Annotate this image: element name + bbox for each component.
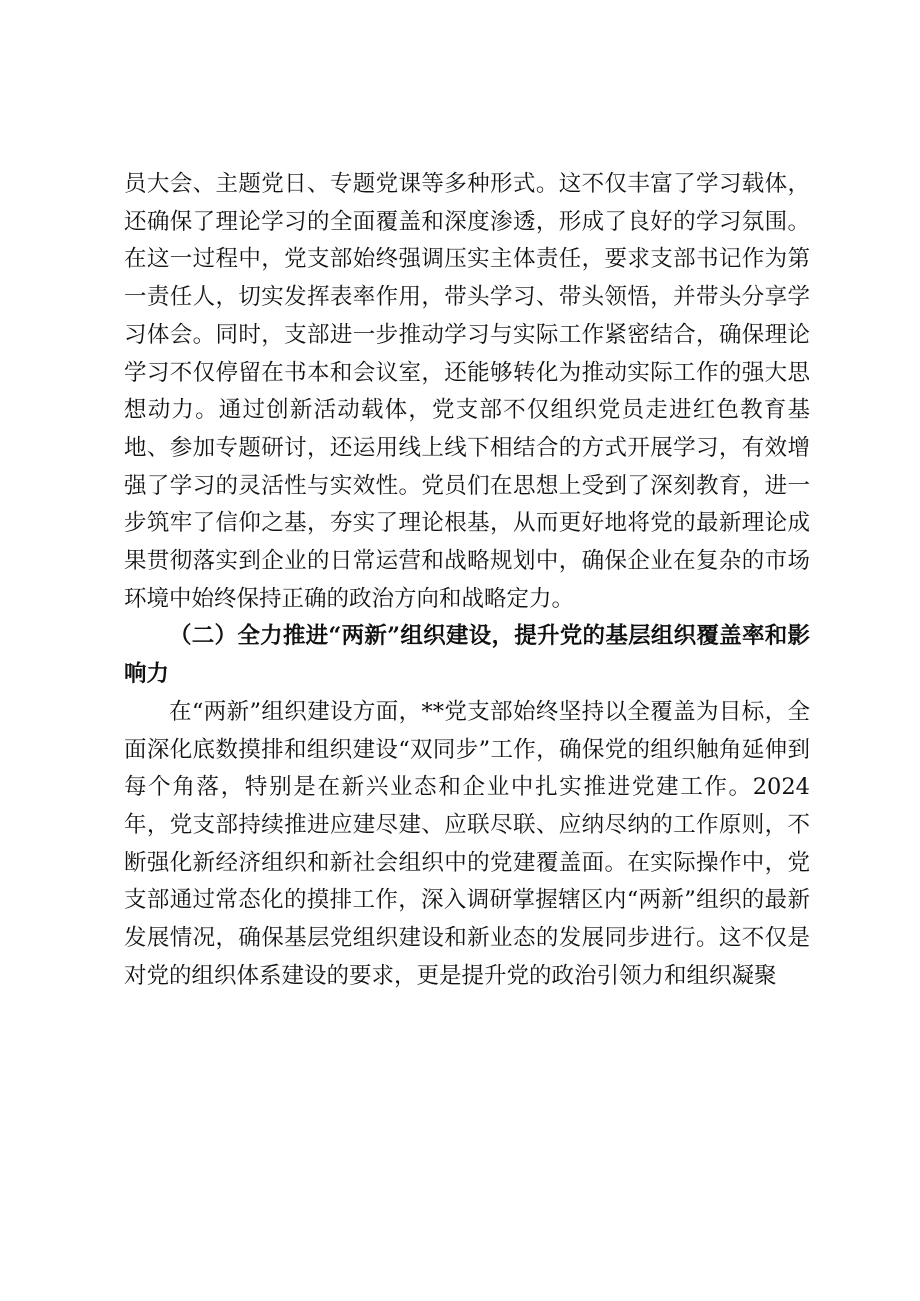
section-heading: （二）全力推进“两新”组织建设，提升党的基层组织覆盖率和影响力 [124,623,810,688]
document-body [124,166,810,995]
body-paragraph-continued: 员大会、主题党日、专题党课等多种形式。这不仅丰富了学习载体，还确保了理论学习的全面覆盖和深度渗透，形成了良好的学习氛围。在这一过程中，党支部始终强调压实主体责任，要求支部书记作为第一责任人，切实发挥表率作用，带头学习、带头领悟，并带头分享学习体会。同时，支部进一步推动学习与实际工作紧密结合，确保理论学习不仅停留在书本和会议室，还能够转化为推动实际工作的强大思想动力。通过创新活动载体，党支部不仅组织党员走进红色教育基地、参加专题研讨，还运用线上线下相结合的方式开展学习，有效增强了学习的灵活性与实效性。党员们在思想上受到了深刻教育，进一步筑牢了信仰之基，夯实了理论根基，从而更好地将党的最新理论成果贯彻落实到企业的日常运营和战略规划中，确保企业在复杂的市场环境中始终保持正确的政治方向和战略定力。 [124,171,810,612]
body-paragraph-section: 在“两新”组织建设方面，**党支部始终坚持以全覆盖为目标，全面深化底数摸排和组织建设“双同步”工作，确保党的组织触角延伸到每个角落，特别是在新兴业态和企业中扎实推进党建工作。2024年，党支部持续推进应建尽建、应联尽联、应纳尽纳的工作原则，不断强化新经济组织和新社会组织中的党建覆盖面。在实际操作中，党支部通过常态化的摸排工作，深入调研掌握辖区内“两新”组织的最新发展情况，确保基层党组织建设和新业态的发展同步进行。这不仅是对党的组织体系建设的要求，更是提升党的政治引领力和组织凝聚 [124,698,810,989]
